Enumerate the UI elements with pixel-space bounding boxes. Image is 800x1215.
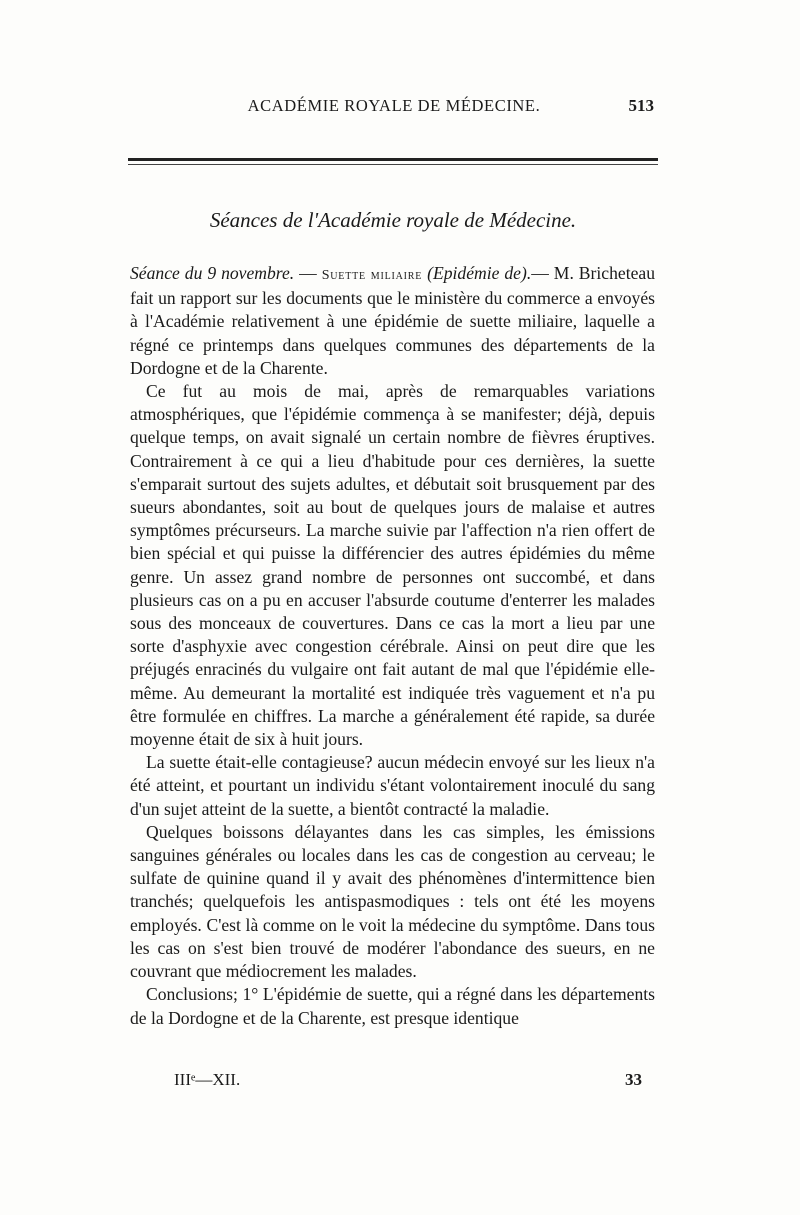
paragraph-2: Ce fut au mois de mai, après de remarquables variations atmosphériques, que l'épidémie commença à se manifester; déjà, depuis quelque temps, on avait signalé un certain nombre de fièvres éruptives. Contrairement à ce qui a lieu d'habitude pour ces dernières, la suette s'emparait surtout des sujets adultes, et débutait soit brusquement par des sueurs abondantes, soit au bout de quelques jours de malaise et autres symptômes précurseurs. La marche suivie par l'affection n'a rien offert de bien spécial et qui puisse la différencier des autres épidémies du même genre. Un assez grand nombre de personnes ont succombé, et dans plusieurs cas on a pu en accuser l'absurde coutume d'enterrer les malades sous des monceaux de couvertures. Dans ce cas la mort a lieu par une sorte d'asphyxie avec congestion cérébrale. Ainsi on peut dire que les préjugés enracinés du vulgaire ont fait autant de mal que l'épidémie elle-même. Au demeurant la mortalité est indiquée très vaguement et n'a pu être formulée en chiffres. La marche a généralement été rapide, sa durée moyenne était de six à huit jours. xyxy=(130,381,655,750)
paragraph-1-text: M. Bricheteau fait un rapport sur les documents que le ministère du commerce a envoyés à l'Académie relativement à une épidémie de suette miliaire, laquelle a régné ce printemps dans quelques communes des départements de la Dordogne et de la Charente. xyxy=(130,263,656,378)
header-rule-thick xyxy=(128,158,658,161)
signature-line xyxy=(174,1070,642,1096)
page-number: 513 xyxy=(628,96,654,115)
running-title: ACADÉMIE ROYALE DE MÉDECINE. xyxy=(247,96,541,115)
running-head xyxy=(130,96,658,124)
signature-number: 33 xyxy=(625,1070,642,1089)
lead-dash-2: — xyxy=(531,263,549,283)
article-body xyxy=(130,262,655,1030)
paragraph-1 xyxy=(130,262,655,380)
lead-dash: — xyxy=(294,263,322,283)
topic-paren: (Epidémie de). xyxy=(422,263,532,283)
paragraph-5: Conclusions; 1° L'épidémie de suette, qui a régné dans les départements de la Dordogne et de la Charente, est presque identique xyxy=(130,984,655,1028)
topic-caps: Suette miliaire xyxy=(321,268,423,283)
seance-date: Séance du 9 novembre. xyxy=(130,263,295,283)
header-rule-thin xyxy=(128,164,658,165)
paragraph-3: La suette était-elle contagieuse? aucun médecin envoyé sur les lieux n'a été atteint, et pourtant un individu s'étant volontairement inoculé du sang d'un sujet atteint de la suette, a bientôt contracté la maladie. xyxy=(130,752,655,819)
signature-mark: IIIᵉ—XII. xyxy=(174,1070,241,1089)
paragraph-4: Quelques boissons délayantes dans les cas simples, les émissions sanguines générales ou locales dans les cas de congestion au cerveau; le sulfate de quinine quand il y avait des phénomènes d'intermittence bien tranchés; quelquefois les antispasmodiques : tels ont été les moyens employés. C'est là comme on le voit la médecine du symptôme. Dans tous les cas on s'est bien trouvé de modérer l'abondance des sueurs, en ne couvrant que médiocrement les malades. xyxy=(130,821,655,982)
section-title: Séances de l'Académie royale de Médecine. xyxy=(209,208,577,232)
